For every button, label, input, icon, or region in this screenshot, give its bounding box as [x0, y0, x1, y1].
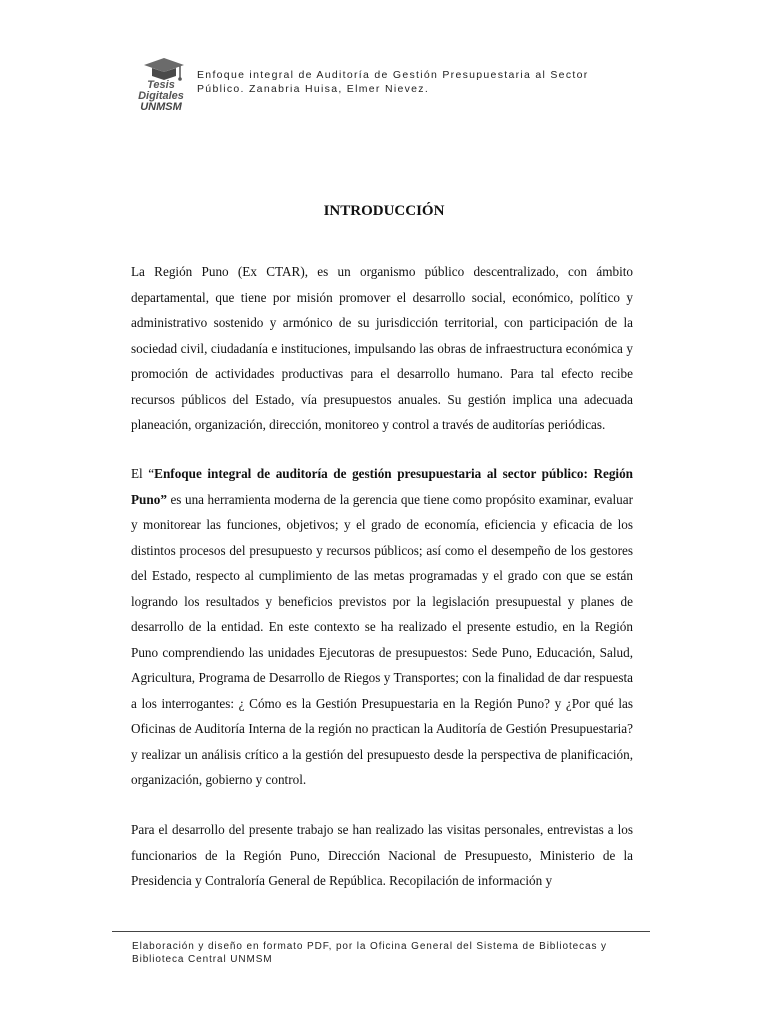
paragraph-1: La Región Puno (Ex CTAR), es un organismo público descentralizado, con ámbito departamental, que tiene por misión promover el desarrollo social, económico, político y administrativo sostenido y armónico de su jurisdicción territorial, con participación de la sociedad civil, ciudadanía e instituciones, impulsando las obras de infraestructura económica y promoción de actividades productivas para el desarrollo humano. Para tal efecto recibe recursos públicos del Estado, vía presupuestos anuales. Su gestión implica una adecuada planeación, organización, dirección, monitoreo y control a través de auditorías periódicas.	[131, 264, 633, 432]
footer-line-1: Elaboración y diseño en formato PDF, por la Oficina General del Sistema de Bibliotecas y	[132, 941, 607, 952]
logo-line: UNMSM	[140, 101, 182, 113]
page-title: INTRODUCCIÓN	[323, 203, 445, 219]
paragraph-2-prefix: El “	[131, 466, 155, 481]
paragraph-2-bold-title: Enfoque integral de auditoría de gestión presupuestaria al sector público: Región Puno”	[131, 466, 634, 507]
footer-divider	[112, 931, 650, 932]
logo-line: Digitales	[138, 90, 184, 102]
header-line-1: Enfoque integral de Auditoría de Gestión Presupuestaria al Sector	[197, 69, 589, 81]
footer	[132, 940, 652, 966]
running-header	[197, 68, 657, 96]
paragraph-2	[131, 461, 633, 793]
logo-line: Tesis	[147, 79, 175, 91]
paragraph-3: Para el desarrollo del presente trabajo se han realizado las visitas personales, entrevistas a los funcionarios de la Región Puno, Dirección Nacional de Presupuesto, Ministerio de la Presidencia y Contraloría General de República. Recopilación de información y	[131, 822, 633, 888]
logo-text	[130, 80, 192, 113]
paragraph-2-body: es una herramienta moderna de la gerencia que tiene como propósito examinar, evaluar y monitorear las funciones, objetivos; y el grado de economía, eficiencia y eficacia de los distintos procesos del presupuesto y recursos públicos; así como el desempeño de los gestores del Estado, respecto al cumplimiento de las metas programadas y el grado con que se están logrando los resultados y beneficios previstos por la legislación presupuestal y planes de desarrollo de la entidad. En este contexto se ha realizado el presente estudio, en la Región Puno comprendiendo las unidades Ejecutoras de presupuestos: Sede Puno, Educación, Salud, Agricultura, Programa de Desarrollo de Riegos y Transportes; con la finalidad de dar respuesta a los interrogantes: ¿ Cómo es la Gestión Presupuestaria en la Región Puno? y ¿Por qué las Oficinas de Auditoría Interna de la región no practican la Auditoría de Gestión Presupuestaria? y realizar un análisis crítico a la gestión del presupuesto desde la perspectiva de planificación, organización, gobierno y control.	[131, 491, 633, 787]
footer-line-2: Biblioteca Central UNMSM	[132, 954, 273, 965]
tesis-digitales-logo	[130, 56, 192, 116]
header-line-2: Público. Zanabria Huisa, Elmer Nievez.	[197, 83, 430, 95]
